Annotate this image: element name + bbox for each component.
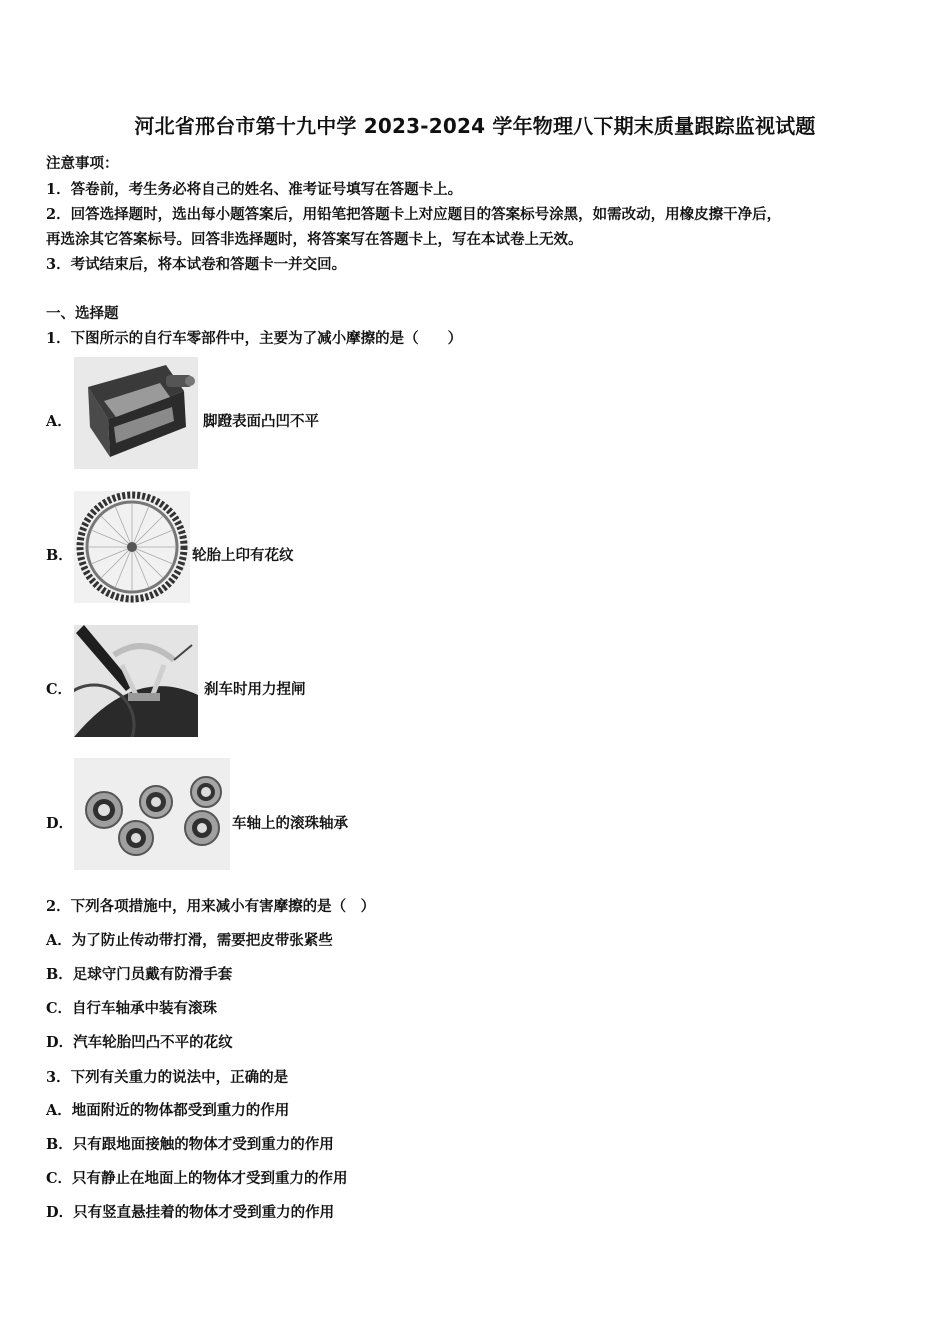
q1-option-c-text: 刹车时用力捏闸 [204,681,306,698]
q1-option-d-label: D． [46,815,74,832]
q3-option-b: B．只有跟地面接触的物体才受到重力的作用 [46,1136,334,1153]
notice-heading: 注意事项： [46,155,119,172]
notice-item-2-line-2: 再选涂其它答案标号。回答非选择题时，将答案写在答题卡上，写在本试卷上无效。 [46,231,583,248]
bicycle-pedal-image [74,357,198,469]
q1-option-a-label: A． [46,413,72,430]
q1-option-a-text: 脚蹬表面凸凹不平 [203,413,319,430]
q1-option-b-label: B． [46,547,73,564]
q2-option-a: A．为了防止传动带打滑，需要把皮带张紧些 [46,932,333,949]
ball-bearings-image [74,758,230,870]
q3-option-c: C．只有静止在地面上的物体才受到重力的作用 [46,1170,348,1187]
q2-option-c: C．自行车轴承中装有滚珠 [46,1000,218,1017]
bicycle-wheel-image [74,491,190,603]
notice-item-1: 1．答卷前，考生务必将自己的姓名、准考证号填写在答题卡上。 [46,181,463,198]
q1-option-d-text: 车轴上的滚珠轴承 [232,815,348,832]
page-title: 河北省邢台市第十九中学 2023-2024 学年物理八下期末质量跟踪监视试题 [134,114,816,138]
q2-option-b: B．足球守门员戴有防滑手套 [46,966,233,983]
q1-option-b-text: 轮胎上印有花纹 [192,547,294,564]
q2-option-d: D．汽车轮胎凹凸不平的花纹 [46,1034,233,1051]
notice-item-2-line-1: 2．回答选择题时，选出每小题答案后，用铅笔把答题卡上对应题目的答案标号涂黑，如需改动，用橡皮擦干净后， [46,206,782,223]
section-title: 一、选择题 [46,305,119,322]
q3-option-a: A．地面附近的物体都受到重力的作用 [46,1102,290,1119]
question-3-stem: 3．下列有关重力的说法中，正确的是 [46,1069,289,1086]
question-2-stem: 2．下列各项措施中，用来减小有害摩擦的是（ ） [46,898,376,915]
bicycle-brake-image [74,625,198,737]
question-1-stem: 1．下图所示的自行车零部件中，主要为了减小摩擦的是（ ） [46,330,463,347]
q1-option-c-label: C． [46,681,73,698]
q3-option-d: D．只有竖直悬挂着的物体才受到重力的作用 [46,1204,335,1221]
notice-item-3: 3．考试结束后，将本试卷和答题卡一并交回。 [46,256,347,273]
